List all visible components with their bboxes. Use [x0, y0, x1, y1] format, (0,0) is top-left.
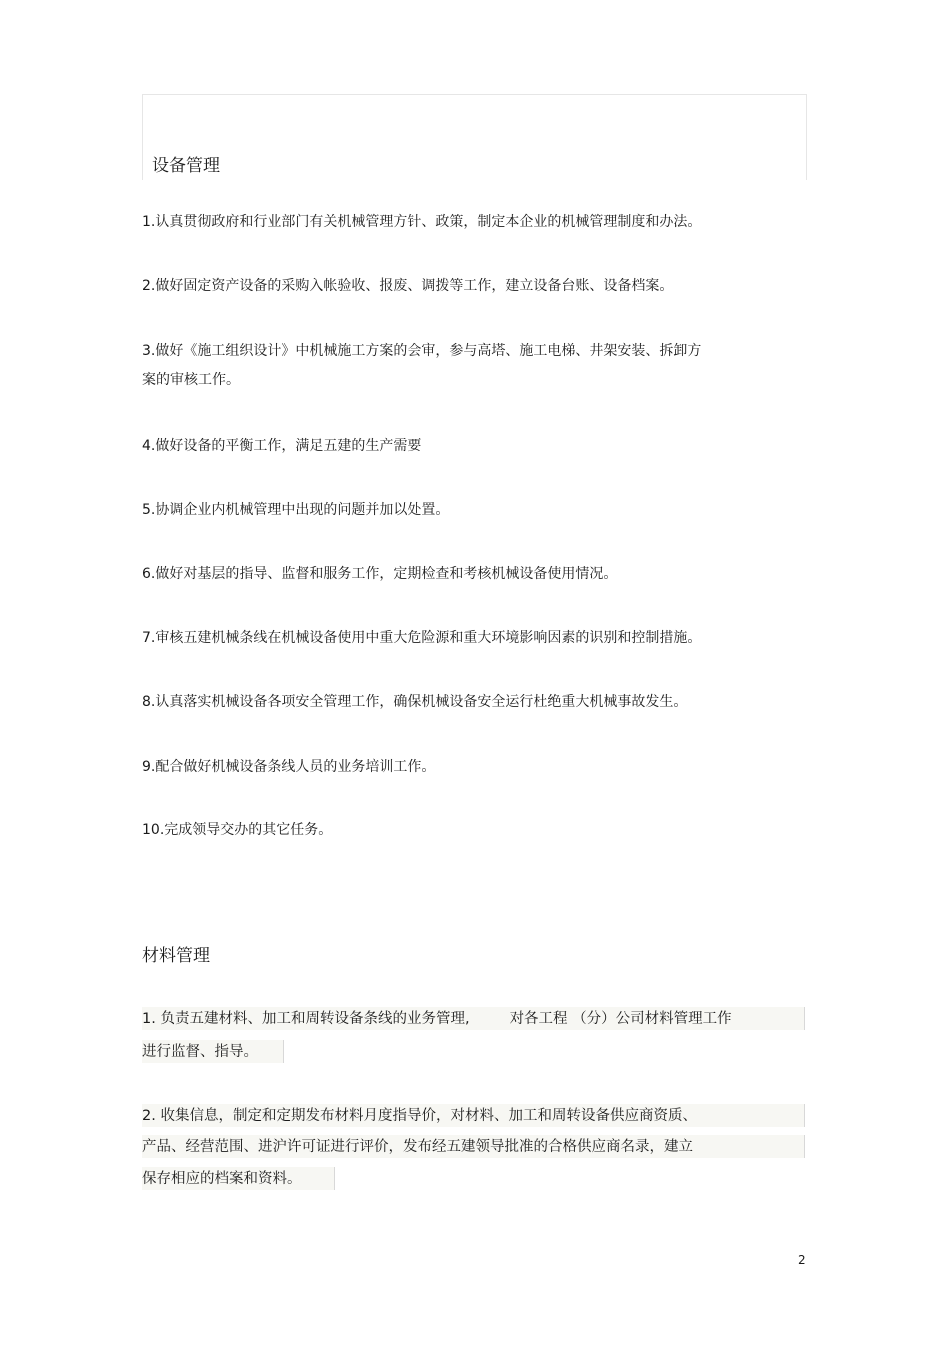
equipment-item-1: 1.认真贯彻政府和行业部门有关机械管理方针、政策，制定本企业的机械管理制度和办法。 [142, 214, 702, 230]
materials-item-2-line-2: 产品、经营范围、进沪许可证进行评价，发布经五建领导批准的合格供应商名录，建立 [142, 1139, 693, 1155]
equipment-item-7: 7.审核五建机械条线在机械设备使用中重大危险源和重大环境影响因素的识别和控制措施。 [142, 630, 702, 646]
equipment-item-4: 4.做好设备的平衡工作，满足五建的生产需要 [142, 438, 422, 454]
equipment-item-5: 5.协调企业内机械管理中出现的问题并加以处置。 [142, 502, 450, 518]
equipment-item-2: 2.做好固定资产设备的采购入帐验收、报废、调拨等工作，建立设备台账、设备档案。 [142, 278, 674, 294]
materials-item-2-line-3: 保存相应的档案和资料。 [142, 1171, 302, 1187]
materials-item-1-line-1 [142, 1007, 732, 1031]
section-header-box [142, 94, 807, 180]
equipment-item-10: 10.完成领导交办的其它任务。 [142, 822, 333, 838]
section-title-materials: 材料管理 [142, 946, 210, 966]
materials-item-1-line-2: 进行监督、指导。 [142, 1044, 258, 1060]
materials-item-2-line-1: 2. 收集信息，制定和定期发布材料月度指导价，对材料、加工和周转设备供应商资质、 [142, 1108, 697, 1124]
materials-item-1-part-a: 1. 负责五建材料、加工和周转设备条线的业务管理, [142, 1011, 470, 1027]
equipment-item-8: 8.认真落实机械设备各项安全管理工作，确保机械设备安全运行杜绝重大机械事故发生。 [142, 694, 688, 710]
page-number: 2 [798, 1253, 806, 1267]
equipment-item-6: 6.做好对基层的指导、监督和服务工作，定期检查和考核机械设备使用情况。 [142, 566, 618, 582]
equipment-item-3-line-2: 案的审核工作。 [142, 372, 240, 388]
equipment-item-3-line-1: 3.做好《施工组织设计》中机械施工方案的会审，参与高塔、施工电梯、井架安装、拆卸方 [142, 343, 702, 359]
materials-item-1-part-b: 对各工程 （分）公司材料管理工作 [509, 1011, 732, 1027]
equipment-item-9: 9.配合做好机械设备条线人员的业务培训工作。 [142, 759, 436, 775]
section-title-equipment: 设备管理 [152, 156, 220, 176]
